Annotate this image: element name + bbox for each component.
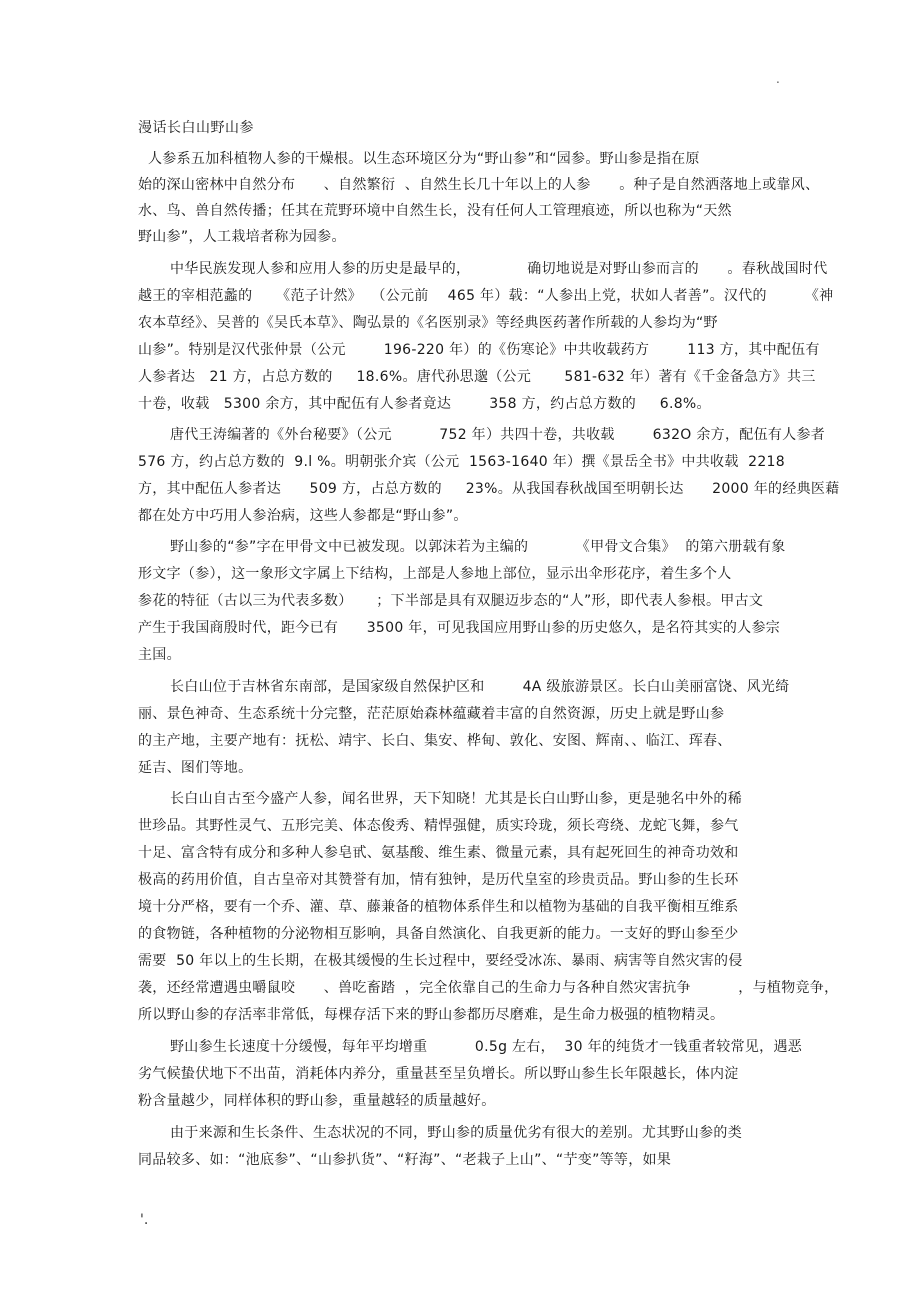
text-line: 山参”。特别是汉代张仲景（公元 196-220 年）的《伤寒论》中共收载药方 113 方，其中配伍有 — [138, 342, 820, 358]
text-line: 劣气候蛰伏地下不出苗，消耗体内养分，重量甚至呈负增长。所以野山参生长年限越长，体内淀 — [138, 1066, 739, 1082]
text-line: 所以野山参的存活率非常低，每棵存活下来的野山参都历尽磨难，是生命力极强的植物精灵。 — [138, 1007, 725, 1023]
text-line: 越王的宰相范蠡的 《范子计然》 （公元前 465 年）载：“人参出上党，状如人者善”。汉代的 《神 — [138, 288, 834, 304]
text-line: 延吉、图们等地。 — [138, 760, 253, 776]
text-line: 需要 50 年以上的生长期，在极其缓慢的生长过程中，要经受冰冻、暴雨、病害等自然灾害的侵 — [138, 953, 743, 969]
text-line: 水、鸟、兽自然传播；任其在荒野环境中自然生长，没有任何人工管理痕迹，所以也称为“天然 — [138, 203, 732, 219]
text-line: 粉含量越少，同样体积的野山参，重量越轻的质量越好。 — [138, 1093, 496, 1109]
text-line: 野山参生长速度十分缓慢，每年平均增重 0.5g 左右， 30 年的纯货才一钱重者较常见，遇恶 — [170, 1039, 803, 1055]
text-line: 由于来源和生长条件、生态状况的不同，野山参的质量优劣有很大的差别。尤其野山参的类 — [170, 1125, 742, 1141]
text-line: 长白山自古至今盛产人参，闻名世界，天下知晓！尤其是长白山野山参，更是驰名中外的稀 — [170, 791, 742, 807]
text-line: 丽、景色神奇、生态系统十分完整，茫茫原始森林蕴藏着丰富的自然资源，历史上就是野山参 — [138, 706, 725, 722]
text-line: 中华民族发现人参和应用人参的历史是最早的， 确切地说是对野山参而言的 。春秋战国时代 — [170, 261, 828, 277]
text-line: 人参系五加科植物人参的干燥根。以生态环境区分为“野山参”和“园参。野山参是指在原 — [148, 151, 700, 167]
text-line: 都在处方中巧用人参治病，这些人参都是“野山参”。 — [138, 508, 468, 524]
text-line: 境十分严格，要有一个乔、灌、草、藤兼备的植物体系伴生和以植物为基础的自我平衡相互维系 — [138, 899, 739, 915]
text-line: 唐代王涛编著的《外台秘要》（公元 752 年）共四十卷，共收载 632O 余方，配伍有人参者 — [170, 427, 826, 443]
text-line: 同品较多、如：“池底参”、“山参扒货”、“籽海”、“老栽子上山”、“艼变”等等，如果 — [138, 1152, 672, 1168]
text-line: 农本草经》、吴普的《吴氏本草》、陶弘景的《名医别录》等经典医药著作所载的人参均为“野 — [138, 315, 718, 331]
text-line: 十卷，收载 5300 余方，其中配伍有人参者竟达 358 方，约占总方数的 6.8%。 — [138, 396, 711, 412]
corner-mark-bottom: '. — [140, 1212, 149, 1228]
text-line: 野山参的“参”字在甲骨文中已被发现。以郭沫若为主编的 《甲骨文合集》 的第六册载有象 — [170, 539, 786, 555]
text-line: 方，其中配伍人参者达 509 方，占总方数的 23%。从我国春秋战国至明朝长达 2000 年的经典医藉 — [138, 481, 840, 497]
corner-mark-top: . — [776, 72, 780, 86]
text-line: 主国。 — [138, 647, 181, 663]
text-line: 始的深山密林中自然分布 、自然繁衍 、自然生长几十年以上的人参 。种子是自然洒落地上或靠风、 — [138, 177, 820, 193]
text-line: 十足、富含特有成分和多种人参皂甙、氨基酸、维生素、微量元素，具有起死回生的神奇功效和 — [138, 845, 739, 861]
text-line: 世珍品。其野性灵气、五形完美、体态俊秀、精悍强健，质实玲珑，须长弯绕、龙蛇飞舞，参气 — [138, 818, 739, 834]
text-line: 参花的特征（古以三为代表多数） ；下半部是具有双腿迈步态的“人”形，即代表人参根。甲古文 — [138, 593, 764, 609]
text-line: 的主产地，主要产地有：抚松、靖宇、长白、集安、桦甸、敦化、安图、辉南、、临江、珲春、 — [138, 733, 732, 749]
text-line: 形文字（参），这一象形文字属上下结构，上部是人参地上部位，显示出伞形花序，着生多个人 — [138, 566, 732, 582]
text-line: 长白山位于吉林省东南部，是国家级自然保护区和 4A 级旅游景区。长白山美丽富饶、风光绮 — [170, 679, 790, 695]
text-line: 的食物链，各种植物的分泌物相互影响，具备自然演化、自我更新的能力。一支好的野山参至少 — [138, 926, 739, 942]
text-line: 人参者达 21 方，占总方数的 18.6%。唐代孙思邈（公元 581-632 年）著有《千金备急方》共三 — [138, 369, 816, 385]
text-line: 野山参”，人工栽培者称为园参。 — [138, 229, 346, 245]
text-line: 576 方，约占总方数的 9.l %。明朝张介宾（公元 1563-1640 年）撰《景岳全书》中共收载 2218 — [138, 454, 785, 470]
text-line: 极高的药用价值，自古皇帝对其赞誉有加，情有独钟，是历代皇室的珍贵贡品。野山参的生长环 — [138, 872, 739, 888]
text-line: 袭，还经常遭遇虫嚼鼠咬 、兽吃畜踏 ，完全依靠自己的生命力与各种自然灾害抗争 ，与植物竞争， — [138, 980, 839, 996]
text-line: 产生于我国商殷时代，距今已有 3500 年，可见我国应用野山参的历史悠久，是名符其实的人参宗 — [138, 620, 781, 636]
document-title: 漫话长白山野山参 — [138, 120, 254, 136]
